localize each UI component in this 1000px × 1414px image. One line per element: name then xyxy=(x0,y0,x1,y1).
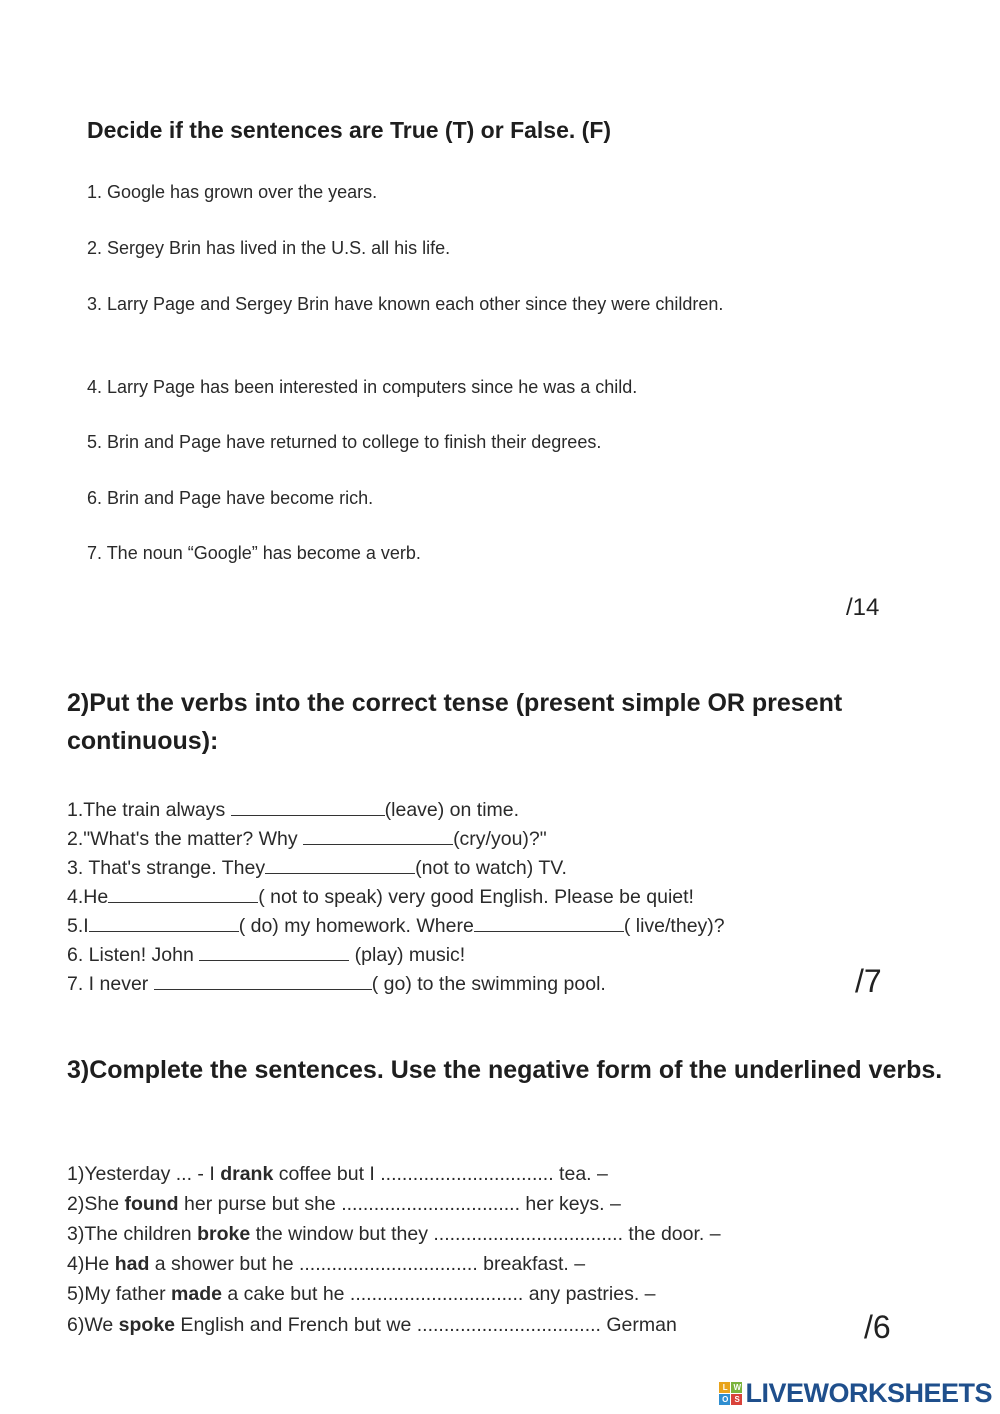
answer-dots[interactable]: ................................. xyxy=(341,1193,520,1215)
negative-line-3: 3)The children broke the window but they ................................... the door. – xyxy=(67,1223,721,1245)
tf-item-4: 4. Larry Page has been interested in computers since he was a child. xyxy=(87,377,638,397)
answer-blank[interactable] xyxy=(154,971,372,990)
negative-line-4: 4)He had a shower but he ................................. breakfast. – xyxy=(67,1253,586,1275)
negative-line-5: 5)My father made a cake but he ................................ any pastries. – xyxy=(67,1283,656,1305)
underlined-verb: broke xyxy=(197,1223,251,1245)
section3-score: /6 xyxy=(864,1309,891,1345)
tf-item-3: 3. Larry Page and Sergey Brin have known each other since they were children. xyxy=(87,294,724,314)
answer-dots[interactable]: ................................ xyxy=(380,1163,554,1185)
answer-blank[interactable] xyxy=(303,826,453,845)
tf-item-2: 2. Sergey Brin has lived in the U.S. all his life. xyxy=(87,238,451,258)
answer-dots[interactable]: ................................ xyxy=(349,1283,524,1305)
section2-title: 2)Put the verbs into the correct tense (present simple OR present continuous): xyxy=(67,689,843,755)
liveworksheets-logo[interactable] xyxy=(719,1378,992,1409)
tense-line-1: 1.The train always (leave) on time. xyxy=(67,799,520,821)
answer-dots[interactable]: .................................. xyxy=(416,1314,601,1336)
negative-line-6: 6)We spoke English and French but we .................................. German xyxy=(67,1314,677,1336)
tense-line-7: 7. I never ( go) to the swimming pool. xyxy=(67,973,606,995)
answer-blank[interactable] xyxy=(265,855,415,874)
answer-blank[interactable] xyxy=(89,913,239,932)
underlined-verb: drank xyxy=(220,1163,274,1185)
answer-dots[interactable]: ................................. xyxy=(298,1253,478,1275)
tf-item-1: 1. Google has grown over the years. xyxy=(87,182,378,202)
answer-blank[interactable] xyxy=(474,913,624,932)
tense-line-2: 2."What's the matter? Why (cry/you)?" xyxy=(67,828,547,850)
answer-blank[interactable] xyxy=(231,797,385,816)
logo-mark-icon: L W O S xyxy=(719,1382,743,1406)
tense-line-3: 3. That's strange. They (not to watch) TV. xyxy=(67,857,567,879)
underlined-verb: found xyxy=(124,1193,179,1215)
section3-title: 3)Complete the sentences. Use the negative form of the underlined verbs. xyxy=(67,1056,943,1084)
negative-line-1: 1)Yesterday ... - I drank coffee but I ................................ tea. – xyxy=(67,1163,608,1185)
underlined-verb: spoke xyxy=(118,1314,176,1336)
answer-blank[interactable] xyxy=(199,942,349,961)
negative-line-2: 2)She found her purse but she ................................. her keys. – xyxy=(67,1193,621,1215)
section2-score: /7 xyxy=(855,963,882,999)
tf-item-7: 7. The noun “Google” has become a verb. xyxy=(87,543,421,563)
underlined-verb: made xyxy=(171,1283,222,1305)
answer-dots[interactable]: ................................... xyxy=(433,1223,624,1245)
tense-line-4: 4.He ( not to speak) very good English. Please be quiet! xyxy=(67,886,694,908)
tf-item-5: 5. Brin and Page have returned to college to finish their degrees. xyxy=(87,432,602,452)
tense-line-6: 6. Listen! John (play) music! xyxy=(67,944,466,966)
tf-item-6: 6. Brin and Page have become rich. xyxy=(87,488,374,508)
section1-title: Decide if the sentences are True (T) or False. (F) xyxy=(87,117,612,143)
tense-line-5: 5.I ( do) my homework. Where ( live/they)? xyxy=(67,915,725,937)
section1-score: /14 xyxy=(846,594,880,621)
answer-blank[interactable] xyxy=(108,884,258,903)
logo-text: LIVEWORKSHEETS xyxy=(745,1378,992,1408)
underlined-verb: had xyxy=(114,1253,150,1275)
